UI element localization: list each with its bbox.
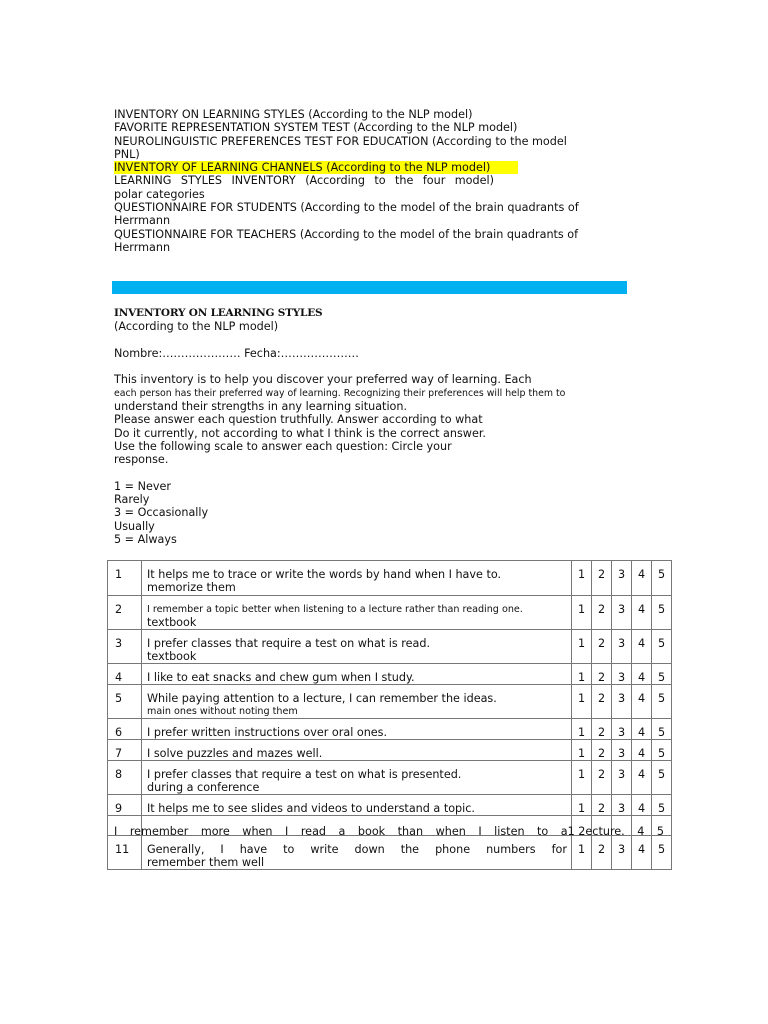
scale-option-5[interactable]: 5 [652, 836, 672, 870]
question-number: 9 [108, 795, 142, 816]
question-number: 5 [108, 685, 142, 719]
table-row [108, 561, 672, 596]
scale-option-3[interactable]: 3 [612, 685, 632, 719]
question-text: I prefer classes that require a test on what is read. textbook [142, 630, 572, 664]
scale-option-5[interactable]: 5 [652, 596, 672, 630]
scale-item: Rarely [114, 493, 150, 507]
scale-option-3[interactable]: 3 [612, 795, 632, 816]
table-row [108, 795, 672, 816]
question-text: I prefer written instructions over oral ones. [142, 719, 572, 740]
row-10-word: 5 [656, 825, 664, 838]
scale-option-4[interactable]: 4 [632, 664, 652, 685]
question-number: 11 [108, 836, 142, 870]
scale-option-4[interactable]: 4 [632, 719, 652, 740]
row-10-word: I [478, 825, 482, 838]
row-10-word: more [200, 825, 230, 838]
row-10-word: than [397, 825, 424, 838]
toc-line-3a[interactable]: NEUROLINGUISTIC PREFERENCES TEST FOR EDUCATION (According to the model [114, 134, 567, 148]
instruction-p4: Please answer each question truthfully. Answer according to what [114, 413, 483, 427]
scale-option-3[interactable]: 3 [612, 561, 632, 596]
scale-option-5[interactable]: 5 [652, 719, 672, 740]
scale-option-5[interactable]: 5 [652, 795, 672, 816]
row-10-word: a1 2ecture. [560, 825, 625, 838]
question-text: It helps me to see slides and videos to understand a topic. [142, 795, 572, 816]
scale-option-5[interactable]: 5 [652, 685, 672, 719]
question-text: While paying attention to a lecture, I can remember the ideas. main ones without noting them [142, 685, 572, 719]
row-10-word: remember [129, 825, 189, 838]
scale-option-4[interactable]: 4 [632, 596, 652, 630]
toc-line-3b[interactable]: PNL) [114, 147, 140, 161]
scale-option-3[interactable]: 3 [612, 596, 632, 630]
scale-option-2[interactable]: 2 [592, 630, 612, 664]
section-divider-bar [112, 281, 627, 294]
scale-option-4[interactable]: 4 [632, 630, 652, 664]
scale-option-3[interactable]: 3 [612, 740, 632, 761]
table-row [108, 740, 672, 761]
scale-item: 5 = Always [114, 533, 177, 547]
scale-option-3[interactable]: 3 [612, 719, 632, 740]
table-row [108, 836, 672, 870]
row-10-overflow-text [114, 825, 664, 838]
table-row [108, 761, 672, 795]
scale-option-5[interactable]: 5 [652, 664, 672, 685]
scale-option-2[interactable]: 2 [592, 836, 612, 870]
question-number: 7 [108, 740, 142, 761]
scale-option-1[interactable]: 1 [572, 795, 592, 816]
toc-line-6a[interactable]: QUESTIONNAIRE FOR STUDENTS (According to the model of the brain quadrants of [114, 201, 579, 215]
table-of-contents [114, 108, 604, 254]
row-10-word: when [435, 825, 466, 838]
scale-option-3[interactable]: 3 [612, 630, 632, 664]
section-subtitle: (According to the NLP model) [114, 320, 279, 334]
question-number: 6 [108, 719, 142, 740]
scale-option-4[interactable]: 4 [632, 740, 652, 761]
scale-option-2[interactable]: 2 [592, 719, 612, 740]
row-10-word: I [285, 825, 289, 838]
instruction-p7: response. [114, 453, 169, 467]
question-text: It helps me to trace or write the words by hand when I have to. memorize them [142, 561, 572, 596]
question-number: 2 [108, 596, 142, 630]
scale-item: 1 = Never [114, 479, 171, 493]
toc-line-7a[interactable]: QUESTIONNAIRE FOR TEACHERS (According to the model of the brain quadrants of [114, 227, 579, 241]
instruction-p1: This inventory is to help you discover your preferred way of learning. Each [114, 373, 532, 387]
toc-line-4-highlighted[interactable]: INVENTORY OF LEARNING CHANNELS (According to the NLP model) [114, 161, 518, 174]
toc-line-1[interactable]: INVENTORY ON LEARNING STYLES (According to the NLP model) [114, 108, 473, 121]
row-10-word: read [300, 825, 327, 838]
scale-option-4[interactable]: 4 [632, 795, 652, 816]
scale-option-4[interactable]: 4 [632, 561, 652, 596]
toc-line-5[interactable]: LEARNING STYLES INVENTORY (According to the four model) [114, 174, 494, 188]
scale-option-2[interactable]: 2 [592, 761, 612, 795]
scale-option-1[interactable]: 1 [572, 719, 592, 740]
scale-option-2[interactable]: 2 [592, 795, 612, 816]
scale-option-1[interactable]: 1 [572, 761, 592, 795]
table-row [108, 719, 672, 740]
row-10-word: when [242, 825, 273, 838]
scale-option-5[interactable]: 5 [652, 740, 672, 761]
toc-line-7b: Herrmann [114, 240, 171, 254]
scale-option-1[interactable]: 1 [572, 630, 592, 664]
name-date-field[interactable]: Nombre:………………… Fecha:………………… [114, 346, 359, 360]
toc-line-6b: Herrmann [114, 214, 171, 228]
question-text: I remember a topic better when listening to a lecture rather than reading one. textbook [142, 596, 572, 630]
scale-option-1[interactable]: 1 [572, 561, 592, 596]
scale-option-2[interactable]: 2 [592, 685, 612, 719]
toc-line-5b: polar categories [114, 187, 205, 201]
row-10-word: I [114, 825, 118, 838]
scale-option-5[interactable]: 5 [652, 761, 672, 795]
scale-option-3[interactable]: 3 [612, 836, 632, 870]
question-number: 1 [108, 561, 142, 596]
scale-option-1[interactable]: 1 [572, 685, 592, 719]
toc-line-2[interactable]: FAVORITE REPRESENTATION SYSTEM TEST (According to the NLP model) [114, 121, 518, 135]
scale-option-3[interactable]: 3 [612, 761, 632, 795]
question-text: I like to eat snacks and chew gum when I study. [142, 664, 572, 685]
scale-item: Usually [114, 519, 155, 533]
section-title: INVENTORY ON LEARNING STYLES [114, 307, 323, 319]
row-10-word: 4 [637, 825, 645, 838]
questionnaire-table [107, 560, 672, 870]
table-row [108, 630, 672, 664]
instruction-p2: each person has their preferred way of learning. Recognizing their preferences will help them to [114, 387, 566, 399]
row-10-word: a [338, 825, 346, 838]
row-10-word: to [537, 825, 549, 838]
scale-option-1[interactable]: 1 [572, 664, 592, 685]
scale-option-4[interactable]: 4 [632, 685, 652, 719]
scale-option-2[interactable]: 2 [592, 740, 612, 761]
question-number: 8 [108, 761, 142, 795]
question-number: 4 [108, 664, 142, 685]
question-text: Generally, I have to write down the phone numbers for remember them well [142, 836, 572, 870]
scale-option-2[interactable]: 2 [592, 561, 612, 596]
scale-option-1[interactable]: 1 [572, 596, 592, 630]
scale-option-2[interactable]: 2 [592, 664, 612, 685]
scale-option-5[interactable]: 5 [652, 561, 672, 596]
scale-option-2[interactable]: 2 [592, 596, 612, 630]
question-text: I prefer classes that require a test on what is presented. during a conference [142, 761, 572, 795]
table-row [108, 685, 672, 719]
instruction-p6: Use the following scale to answer each question: Circle your [114, 439, 452, 453]
table-row [108, 664, 672, 685]
question-number: 3 [108, 630, 142, 664]
instruction-p5: Do it currently, not according to what I think is the correct answer. [114, 426, 486, 440]
scale-option-5[interactable]: 5 [652, 630, 672, 664]
table-row [108, 596, 672, 630]
scale-option-4[interactable]: 4 [632, 836, 652, 870]
scale-option-4[interactable]: 4 [632, 761, 652, 795]
inventory-section [114, 307, 624, 546]
scale-option-3[interactable]: 3 [612, 664, 632, 685]
row-10-word: listen [494, 825, 525, 838]
scale-option-1[interactable]: 1 [572, 740, 592, 761]
row-10-word: book [357, 825, 386, 838]
instruction-p3: understand their strengths in any learning situation. [114, 400, 408, 414]
question-text: I solve puzzles and mazes well. [142, 740, 572, 761]
scale-item: 3 = Occasionally [114, 506, 209, 520]
scale-option-1[interactable]: 1 [572, 836, 592, 870]
